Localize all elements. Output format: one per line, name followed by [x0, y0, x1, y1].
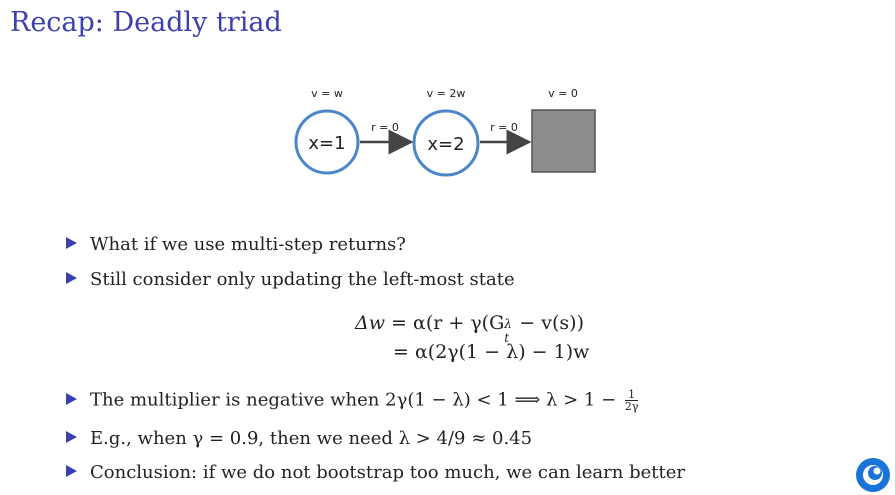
bullet-example: E.g., when γ = 0.9, then we need λ > 4/9 ≈ 0.45 [66, 428, 532, 449]
terminal-node [532, 110, 595, 172]
equation-line-1: Δw = α(r + γ(G λ t − v(s)) [355, 312, 584, 345]
bullet-marker [66, 272, 77, 284]
bullet-conclusion: Conclusion: if we do not bootstrap too much, we can learn better [66, 462, 685, 483]
fraction: $\frac{1}{2\gamma}$ [624, 388, 639, 413]
deepmind-logo-icon [854, 456, 892, 494]
state-1-value-label: v = w [311, 87, 343, 100]
state-2-label: x=2 [427, 134, 465, 155]
bullet-multiplier: The multiplier is negative when 2γ(1 − λ) < 1 ⟹ λ > 1 − $\frac{1}{2\gamma}$ [66, 389, 638, 412]
state-2-value-label: v = 2w [426, 87, 466, 100]
terminal-value-label: v = 0 [548, 87, 578, 100]
bullet-marker [66, 393, 77, 405]
bullet-marker [66, 237, 77, 249]
state-1-label: x=1 [308, 133, 346, 154]
bullet-marker [66, 465, 77, 477]
bullet-left-most: Still consider only updating the left-most state [66, 269, 515, 290]
slide-title: Recap: Deadly triad [10, 7, 282, 38]
arrow-1-reward-label: r = 0 [371, 121, 399, 134]
arrow-2-reward-label: r = 0 [490, 121, 518, 134]
bullet-marker [66, 431, 77, 443]
bullet-multi-step: What if we use multi-step returns? [66, 234, 406, 255]
equation-line-2: = α(2γ(1 − λ) − 1)w [393, 341, 590, 363]
